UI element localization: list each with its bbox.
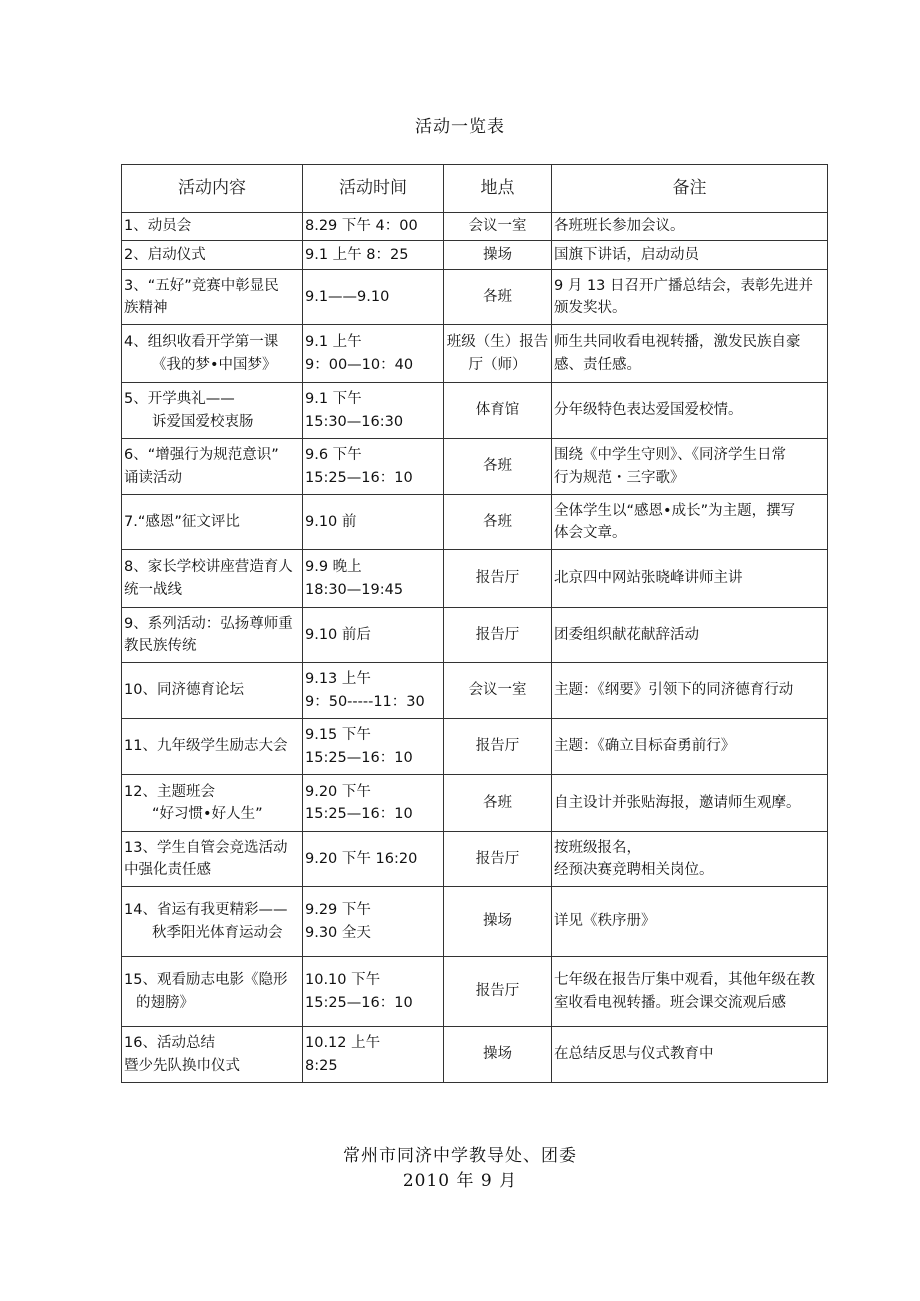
cell-content [122,957,303,1027]
table-row [122,719,828,775]
place-line: 报告厅 [475,738,520,755]
activity-table [121,164,828,1083]
table-row [122,832,828,887]
cell-note [552,887,828,957]
note-line: 在总结反思与仪式教育中 [554,1046,714,1063]
note-line: 感、责任感。 [554,356,641,373]
note-line: 全体学生以“感恩•成长”为主题，撰写 [554,502,796,519]
cell-place [444,608,552,663]
cell-content [122,213,303,241]
place-line: 体育馆 [475,402,520,419]
cell-note [552,439,828,495]
cell-time [303,957,444,1027]
cell-time [303,550,444,608]
table-header-row [122,165,828,213]
cell-note [552,325,828,383]
cell-time [303,608,444,663]
cell-time [303,325,444,383]
content-line: 10、同济德育论坛 [124,682,244,699]
time-line: 15:25—16：10 [305,994,413,1011]
content-line: 的翅膀》 [136,994,194,1011]
time-line: 9.1——9.10 [305,288,390,305]
cell-note [552,608,828,663]
content-line: 3、“五好”竞赛中彰显民 [124,277,279,294]
content-line: 秋季阳光体育运动会 [152,924,283,941]
cell-content [122,775,303,832]
time-line: 15:25—16：10 [305,806,413,822]
content-line: 诉爱国爱校衷肠 [152,413,254,430]
cell-time [303,270,444,325]
content-line: 8、家长学校讲座营造育人 [124,559,293,576]
table-row [122,663,828,719]
page-title: 活动一览表 [415,117,505,137]
cell-note [552,663,828,719]
note-line: 主题：《纲要》引领下的同济德育行动 [554,682,794,699]
content-line: 统一战线 [124,581,182,598]
time-line: 15:25—16：10 [305,469,413,486]
cell-time [303,719,444,775]
cell-content [122,383,303,439]
cell-note [552,1027,828,1083]
cell-note [552,213,828,241]
content-line: 6、“增强行为规范意识” [124,447,279,464]
content-line: 5、开学典礼—— [124,391,235,408]
note-line: 国旗下讲话，启动动员 [554,246,699,263]
table-row [122,608,828,663]
note-line: 9 月 13 日召开广播总结会，表彰先进并 [554,277,814,294]
content-line: 教民族传统 [124,638,197,654]
time-line: 9.20 下午 16:20 [305,850,418,867]
place-line: 报告厅 [475,983,520,1000]
time-line: 8:25 [305,1057,338,1074]
cell-place [444,383,552,439]
content-line: 7.“感恩”征文评比 [124,513,240,530]
note-line: 各班班长参加会议。 [554,218,685,235]
table-row [122,241,828,270]
cell-content [122,832,303,887]
place-line: 会议一室 [468,682,527,699]
place-line: 报告厅 [475,626,520,643]
cell-time [303,832,444,887]
cell-place [444,719,552,775]
table-body [122,213,828,1083]
time-line: 9.15 下午 [305,727,371,744]
place-line: 操场 [483,246,512,263]
content-line: 诵读活动 [124,469,182,486]
table-row [122,550,828,608]
cell-time [303,383,444,439]
table-row [122,383,828,439]
time-line: 9.10 前后 [305,626,371,643]
content-line: 9、系列活动：弘扬尊师重 [124,615,293,632]
cell-place [444,213,552,241]
time-line: 15:25—16：10 [305,749,413,766]
cell-content [122,887,303,957]
cell-note [552,719,828,775]
time-line: 9.6 下午 [305,447,362,464]
time-line: 9：00—10：40 [305,356,414,373]
place-line: 各班 [483,794,512,811]
note-line: 颁发奖状。 [554,300,627,316]
note-line: 详见《秩序册》 [554,913,656,930]
cell-time [303,775,444,832]
cell-content [122,241,303,270]
cell-note [552,832,828,887]
header-place: 地点 [444,165,552,213]
content-line: 14、省运有我更精彩—— [124,902,288,919]
time-line: 9.9 晚上 [305,559,362,576]
footer-date: 2010 年 9 月 [402,1171,518,1191]
cell-time [303,1027,444,1083]
note-line: 自主设计并张贴海报，邀请师生观摩。 [554,794,801,811]
note-line: 主题：《确立目标奋勇前行》 [554,738,736,755]
cell-place [444,887,552,957]
note-line: 体会文章。 [554,525,627,541]
table-row [122,887,828,957]
cell-content [122,270,303,325]
cell-note [552,495,828,550]
content-line: 1、动员会 [124,218,192,235]
header-note: 备注 [552,165,828,213]
cell-content [122,608,303,663]
table-row [122,213,828,241]
time-line: 9.1 下午 [305,391,362,408]
note-line: 室收看电视转播。班会课交流观后感 [554,994,786,1011]
content-line: 族精神 [124,300,168,316]
cell-content [122,325,303,383]
footer-org: 常州市同济中学教导处、团委 [343,1146,577,1166]
cell-place [444,325,552,383]
content-line: 13、学生自管会竞选活动 [124,839,288,856]
cell-time [303,241,444,270]
cell-note [552,550,828,608]
header-time: 活动时间 [303,165,444,213]
time-line: 9.20 下午 [305,783,371,800]
time-line: 9.30 全天 [305,924,371,941]
table-row [122,957,828,1027]
cell-time [303,439,444,495]
content-line: 4、组织收看开学第一课 [124,334,279,351]
place-line: 操场 [483,913,512,930]
place-line: 班级（生）报告 [446,334,549,351]
content-line: 12、主题班会 [124,783,215,800]
place-line: 会议一室 [468,218,527,235]
cell-note [552,270,828,325]
note-line: 分年级特色表达爱国爱校情。 [554,402,743,419]
table-row [122,325,828,383]
note-line: 师生共同收看电视转播，激发民族自豪 [554,334,801,351]
content-line: 11、九年级学生励志大会 [124,738,288,755]
cell-note [552,775,828,832]
cell-place [444,550,552,608]
table-row [122,270,828,325]
content-line: 中强化责任感 [124,862,211,878]
time-line: 10.12 上午 [305,1035,381,1052]
cell-place [444,241,552,270]
cell-place [444,957,552,1027]
time-line: 9.1 上午 8：25 [305,246,409,263]
time-line: 9.29 下午 [305,902,371,919]
table-row [122,495,828,550]
cell-note [552,241,828,270]
cell-content [122,495,303,550]
cell-place [444,439,552,495]
place-line: 各班 [483,458,512,475]
table-row [122,775,828,832]
place-line: 报告厅 [475,850,520,867]
content-line: 15、观看励志电影《隐形 [124,972,288,989]
cell-content [122,663,303,719]
note-line: 按班级报名， [554,839,641,856]
time-line: 15:30—16:30 [305,413,404,430]
content-line: 暨少先队换巾仪式 [124,1057,240,1074]
note-line: 行为规范・三字歌》 [554,469,685,486]
content-line: 《我的梦•中国梦》 [152,356,277,373]
cell-time [303,213,444,241]
time-line: 9.13 上午 [305,671,371,688]
note-line: 七年级在报告厅集中观看，其他年级在教 [554,972,815,989]
note-line: 经预决赛竞聘相关岗位。 [554,862,714,878]
content-line: “好习惯•好人生” [152,806,263,822]
time-line: 9.10 前 [305,513,357,530]
cell-place [444,495,552,550]
cell-content [122,1027,303,1083]
time-line: 8.29 下午 4：00 [305,218,418,235]
note-line: 围绕《中学生守则》、《同济学生日常 [554,447,786,464]
place-line: 报告厅 [475,570,520,587]
cell-place [444,1027,552,1083]
header-content: 活动内容 [122,165,303,213]
table-row [122,439,828,495]
time-line: 9.1 上午 [305,334,362,351]
place-line: 各班 [483,513,512,530]
place-line: 厅（师） [468,356,527,373]
note-line: 北京四中网站张晓峰讲师主讲 [554,570,743,587]
cell-place [444,270,552,325]
cell-note [552,957,828,1027]
cell-time [303,887,444,957]
time-line: 9：50-----11：30 [305,693,425,710]
cell-content [122,439,303,495]
cell-note [552,383,828,439]
cell-content [122,719,303,775]
cell-content [122,550,303,608]
cell-place [444,663,552,719]
time-line: 10.10 下午 [305,972,381,989]
cell-time [303,663,444,719]
content-line: 2、启动仪式 [124,246,206,263]
place-line: 各班 [483,288,512,305]
table-row [122,1027,828,1083]
cell-place [444,775,552,832]
cell-time [303,495,444,550]
time-line: 18:30—19:45 [305,581,404,598]
note-line: 团委组织献花献辞活动 [554,626,699,643]
content-line: 16、活动总结 [124,1035,215,1052]
place-line: 操场 [483,1046,512,1063]
cell-place [444,832,552,887]
